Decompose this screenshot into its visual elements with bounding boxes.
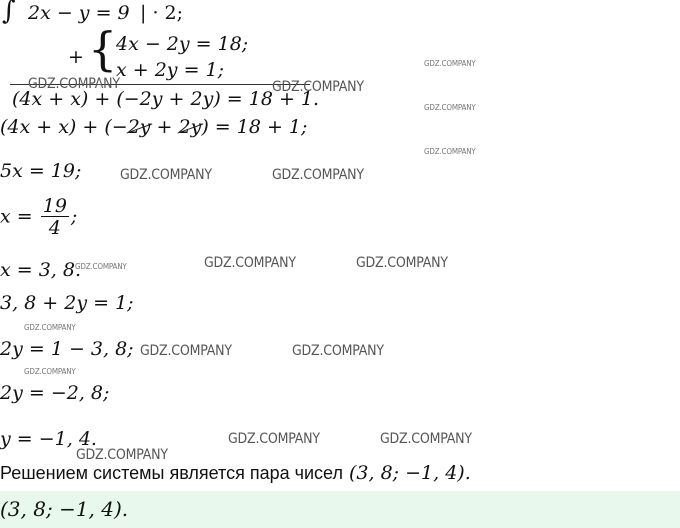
solution-text: Решением системы является пара чисел [0, 463, 343, 483]
multiplier-note: | · 2; [140, 2, 184, 24]
line-5x: 5x = 19; [0, 160, 82, 182]
plus-sign: + [68, 46, 84, 68]
fraction-numerator: 19 [42, 195, 67, 217]
sum-line-1: (4x + x) + (−2y + 2y) = 18 + 1. [12, 88, 320, 110]
line-substitute: 3, 8 + 2y = 1; [0, 292, 134, 314]
watermark: GDZ.COMPANY [424, 59, 476, 68]
watermark: GDZ.COMPANY [424, 147, 476, 156]
watermark: GDZ.COMPANY [76, 447, 168, 463]
watermark: GDZ.COMPANY [75, 262, 127, 271]
equation-row1: 2x − y = 9 [28, 2, 130, 24]
solution-sentence [0, 462, 471, 484]
answer-box [0, 491, 680, 528]
answer-value: (3, 8; −1, 4). [0, 497, 129, 521]
watermark: GDZ.COMPANY [24, 367, 76, 376]
watermark: GDZ.COMPANY [424, 103, 476, 112]
watermark: GDZ.COMPANY [28, 76, 120, 92]
watermark: GDZ.COMPANY [272, 79, 364, 95]
line-x-value: x = 3, 8. [0, 259, 82, 281]
cancelled-term: 2y [127, 116, 151, 138]
fraction [41, 196, 69, 239]
cancelled-term: 2y [178, 116, 202, 138]
watermark: GDZ.COMPANY [204, 255, 296, 271]
system-brace: { [88, 22, 118, 76]
watermark: GDZ.COMPANY [356, 255, 448, 271]
watermark: GDZ.COMPANY [380, 431, 472, 447]
equation-row2: 4x − 2y = 18; [116, 33, 249, 55]
watermark: GDZ.COMPANY [228, 431, 320, 447]
line-2y-eq: 2y = 1 − 3, 8; [0, 338, 134, 360]
equation-row3: x + 2y = 1; [116, 59, 225, 81]
line-2y-value: 2y = −2, 8; [0, 382, 110, 404]
integral-like-brace: ∫ [2, 0, 16, 26]
watermark: GDZ.COMPANY [292, 343, 384, 359]
fraction-denominator: 4 [48, 217, 61, 239]
line-x-fraction: x = $\frac{19}{4}$ ; [0, 195, 78, 239]
watermark: GDZ.COMPANY [140, 343, 232, 359]
sum-line-2: (4x + x) + (−2y + 2y) = 18 + 1; [0, 116, 308, 138]
watermark: GDZ.COMPANY [120, 167, 212, 183]
line-y-value: y = −1, 4. [0, 428, 97, 450]
watermark: GDZ.COMPANY [24, 323, 76, 332]
solution-pair: (3, 8; −1, 4). [349, 462, 471, 484]
watermark: GDZ.COMPANY [272, 167, 364, 183]
